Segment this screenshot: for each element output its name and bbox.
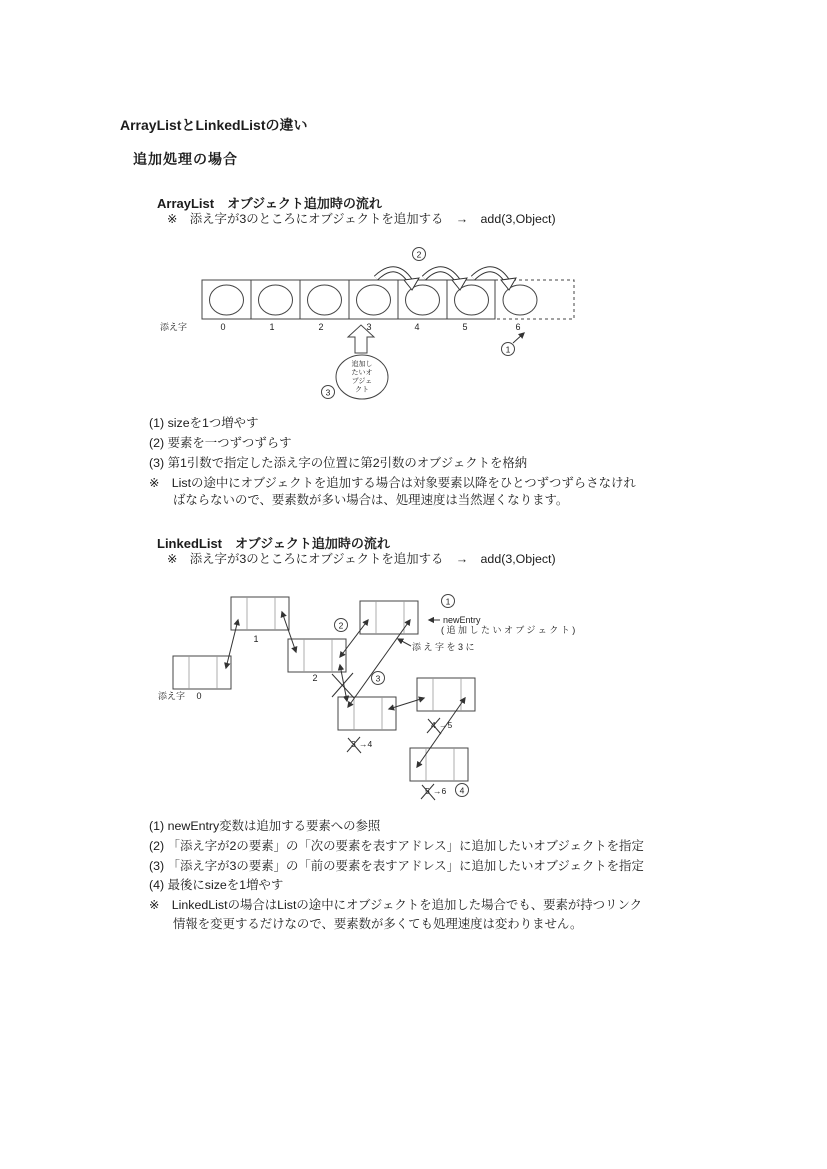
newentry-annotation [429, 615, 578, 635]
index-0: 0 [220, 322, 226, 332]
circled-step-4-label: 4 [459, 785, 465, 796]
hop-arrowhead [404, 278, 419, 290]
renumber-node4 [427, 718, 453, 734]
node-2 [288, 639, 346, 672]
linkedlist-step-1: (1) newEntry変数は追加する要素への参照 [149, 819, 381, 833]
array-cells [202, 280, 574, 319]
circled-step-2 [335, 619, 348, 632]
arraylist-step-3: (3) 第1引数で指定した添え字の位置に第2引数のオブジェクトを格納 [149, 456, 528, 470]
circled-step-1 [442, 595, 455, 608]
newentry-sub-label: (追加したいオブジェクト) [441, 625, 578, 635]
index-3-note-label: 添え字を3に [412, 642, 478, 652]
link-node0-node1 [226, 620, 238, 668]
circled-step-1-label: 1 [445, 596, 451, 607]
section-title-add-process: 追加処理の場合 [133, 151, 238, 167]
node-1-label: 1 [253, 634, 259, 644]
linkedlist-step-2: (2) 「添え字が2の要素」の「次の要素を表すアドレス」に追加したいオブジェクトを指定 [149, 839, 644, 853]
circled-step-1 [502, 333, 525, 356]
circled-step-1-label: 1 [505, 344, 511, 355]
linkedlist-diagram [140, 585, 700, 815]
link-node3-node4 [389, 698, 424, 709]
index-3-note [398, 639, 477, 652]
node-1 [231, 597, 289, 630]
index-labels [160, 321, 521, 332]
renumber-node5 [421, 784, 447, 800]
broken-link-cross [332, 673, 354, 698]
new-index: →6 [433, 786, 447, 796]
linkedlist-note-line-1: ※ LinkedListの場合はListの途中にオブジェクトを追加した場合でも、要素が持つリンク [149, 898, 642, 912]
linkedlist-heading: LinkedList オブジェクト追加時の流れ [157, 536, 390, 551]
circled-step-3 [322, 386, 335, 399]
node-0-label: 0 [196, 691, 202, 701]
arraylist-diagram [140, 240, 700, 412]
circled-step-3-label: 3 [375, 673, 381, 684]
index-1: 1 [269, 322, 275, 332]
index-3-note-arrow [398, 639, 411, 646]
circled-step-3-label: 3 [325, 387, 331, 398]
hop-arrowhead [452, 278, 467, 290]
node-2-label: 2 [312, 673, 318, 683]
linkedlist-nodes [173, 597, 478, 781]
linkedlist-step-3: (3) 「添え字が3の要素」の「前の要素を表すアドレス」に追加したいオブジェクトを指定 [149, 859, 644, 873]
arraylist-premise: ※ 添え字が3のところにオブジェクトを追加する → add(3,Object) [167, 212, 556, 226]
newentry-label: newEntry [443, 615, 481, 625]
circled-step-4 [456, 784, 469, 797]
index-6: 6 [515, 322, 521, 332]
hop-arrowhead [501, 278, 516, 290]
linkedlist-note-line-2: 情報を変更するだけなので、要素数が多くても処理速度は変わりません。 [173, 917, 583, 931]
index-4: 4 [414, 322, 420, 332]
old-index: 5 [425, 786, 430, 796]
bubble-line-1: 追加し [351, 361, 373, 368]
old-index: 4 [431, 720, 436, 730]
node-3 [338, 697, 396, 730]
old-index: 3 [351, 739, 356, 749]
arraylist-note-line-1: ※ Listの途中にオブジェクトを追加する場合は対象要素以降をひとつずつずらさなけれ [149, 476, 636, 490]
node-4 [417, 678, 475, 711]
step-1-pointer-arrow [513, 333, 524, 343]
circled-step-2-label: 2 [338, 620, 344, 631]
link-arrows [226, 612, 465, 767]
new-index: →4 [359, 739, 373, 749]
arraylist-heading: ArrayList オブジェクト追加時の流れ [157, 196, 382, 211]
circled-step-2 [413, 248, 426, 261]
bubble-line-2: たいオ [351, 369, 373, 377]
new-index: →5 [439, 720, 453, 730]
new-entry-node [360, 601, 418, 634]
arraylist-step-1: (1) sizeを1つ増やす [149, 416, 259, 430]
bubble-line-3: ブジェ [351, 378, 373, 385]
index-3: 3 [366, 322, 372, 332]
index-caption: 添え字 [158, 691, 186, 701]
node-0 [173, 656, 231, 689]
array-element-circles [210, 285, 538, 315]
index-caption: 添え字 [160, 322, 188, 332]
bubble-line-4: クト [355, 386, 369, 394]
index-5: 5 [462, 322, 468, 332]
arraylist-step-2: (2) 要素を一つずつずらす [149, 436, 292, 450]
insert-object-bubble [336, 355, 388, 399]
linkedlist-step-4: (4) 最後にsizeを1増やす [149, 878, 284, 892]
index-2: 2 [318, 322, 324, 332]
page-title: ArrayListとLinkedListの違い [120, 117, 308, 133]
link-node5-node4 [417, 698, 465, 767]
linkedlist-premise: ※ 添え字が3のところにオブジェクトを追加する → add(3,Object) [167, 552, 556, 566]
circled-step-3 [372, 672, 385, 685]
renumber-node3 [347, 737, 373, 753]
arraylist-note-line-2: ばならないので、要素数が多い場合は、処理速度は当然遅くなります。 [173, 493, 569, 507]
link-node3-newentry [348, 620, 410, 707]
circled-step-2-label: 2 [416, 249, 422, 260]
